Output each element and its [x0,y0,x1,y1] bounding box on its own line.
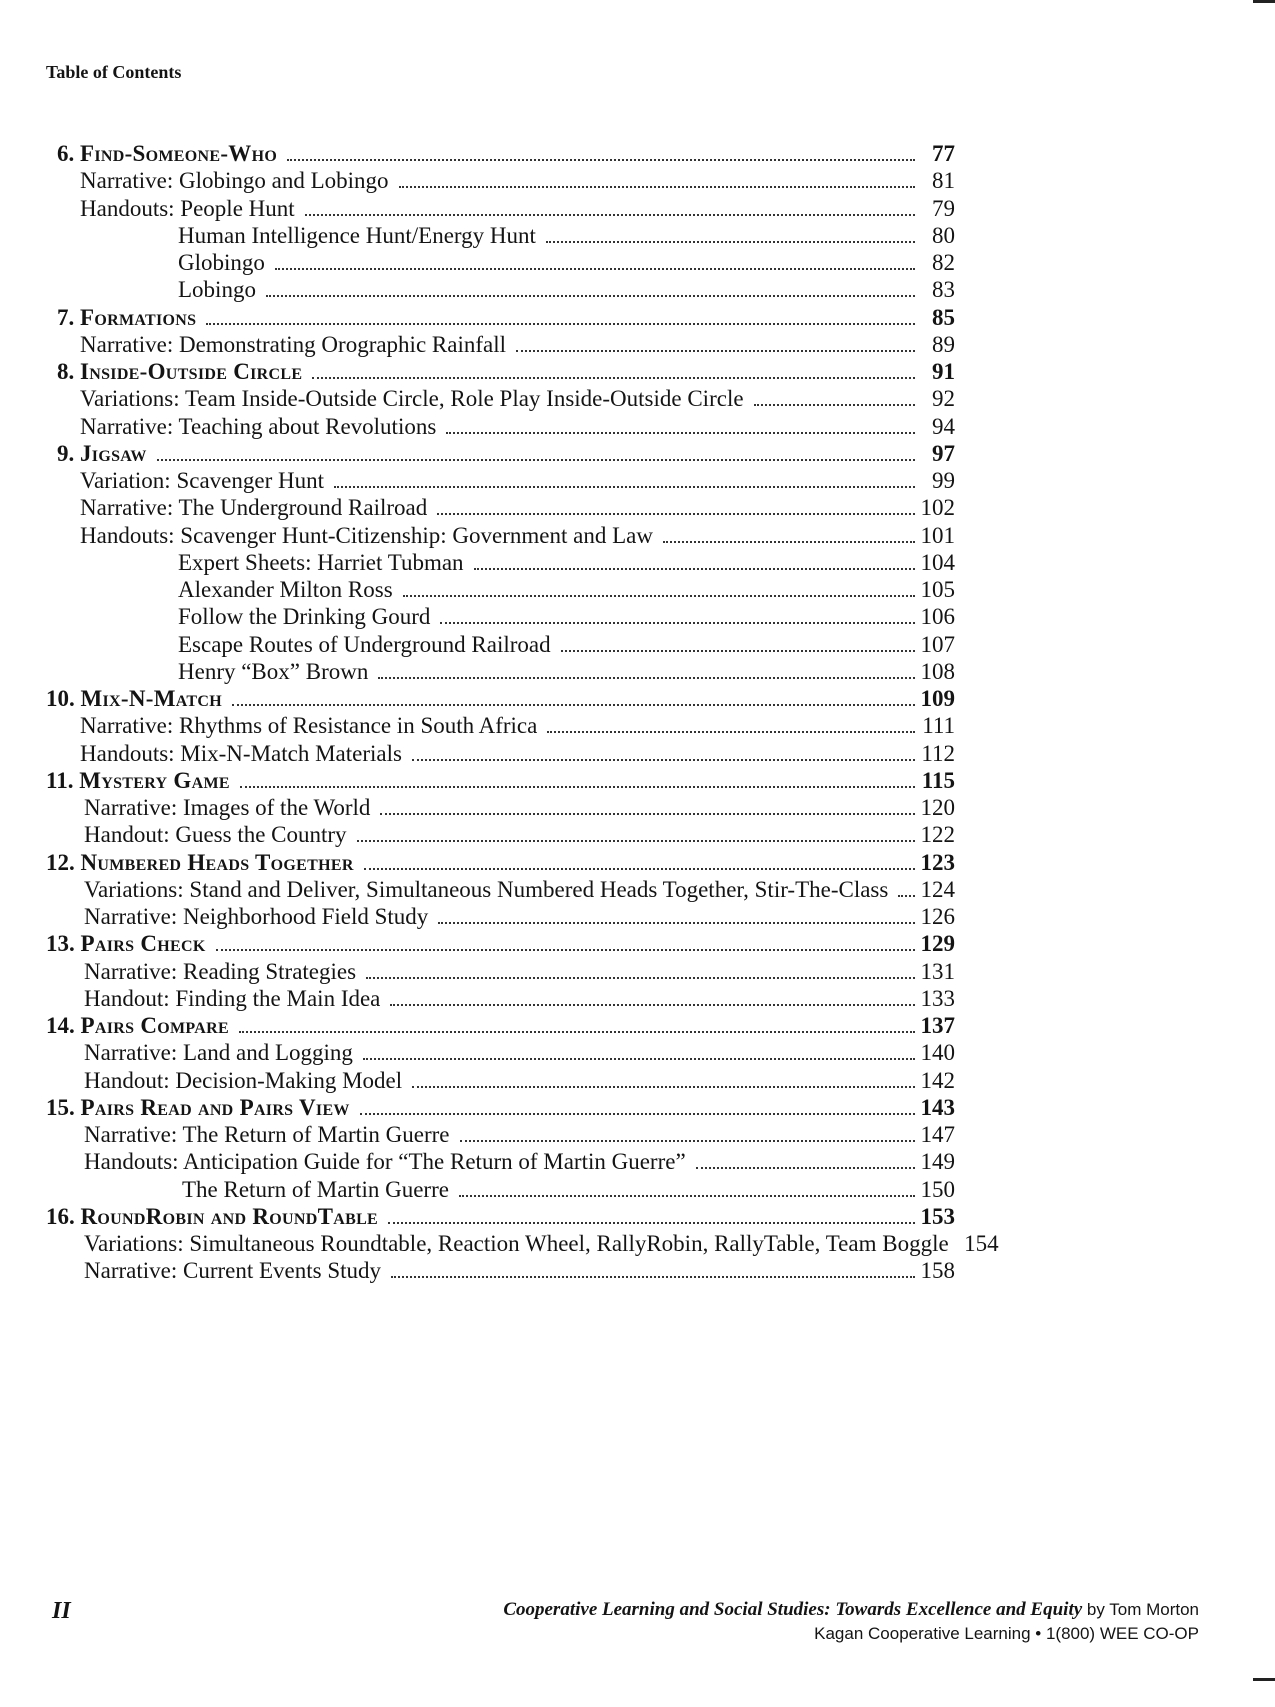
dot-leader [437,513,915,515]
dot-leader [474,568,915,570]
page-number: 108 [920,658,955,684]
running-head: Table of Contents [46,62,182,82]
page-footer [503,1598,1199,1646]
page-number: 106 [920,604,955,630]
page-number: 129 [920,931,955,957]
toc-entry-row [80,385,955,413]
page-number: 126 [920,904,955,929]
toc-chapter-row [57,440,955,468]
page-number: 109 [920,686,955,711]
scan-edge-mark [1253,1678,1275,1681]
dot-leader [663,541,915,543]
chapter-number: 9. [57,440,75,466]
entry-label: Variations: Stand and Deliver, Simultaneous Numbered Heads Together, Stir-The-Class [84,876,889,902]
page-number: 131 [920,958,955,984]
entry-label: Escape Routes of Underground Railroad [178,631,551,657]
toc-entry-row [80,522,955,550]
dot-leader [240,786,915,788]
toc-entry-row [84,1039,955,1067]
page-number: 115 [921,767,955,793]
toc-chapter-row [46,1012,955,1040]
entry-label: Follow the Drinking Gourd [178,604,431,630]
dot-leader [157,459,915,461]
entry-label: Lobingo [178,277,256,303]
entry-label: The Return of Martin Guerre [182,1176,449,1202]
page-number: 112 [921,740,955,766]
entry-label: Narrative: Reading Strategies [84,958,357,984]
chapter-title: RoundRobin and RoundTable [80,1203,379,1229]
entry-label: Expert Sheets: Harriet Tubman [178,549,464,575]
dot-leader [754,404,915,406]
chapter-number: 16. [46,1203,75,1229]
chapter-number: 15. [46,1094,75,1120]
page-number: 91 [932,359,955,384]
author-byline: by Tom Morton [1082,1600,1199,1619]
chapter-title: Formations [80,304,197,330]
dot-leader [363,1058,915,1060]
page-number: 89 [932,331,955,357]
chapter-title: Mystery Game [79,767,230,793]
toc-chapter-row [46,767,955,795]
dot-leader [239,1031,915,1033]
dot-leader [412,1086,915,1088]
page-number: 81 [932,168,955,194]
toc-entry-row [182,1176,955,1204]
dot-leader [357,840,915,842]
page-number: 140 [920,1040,955,1066]
dot-leader [364,868,915,870]
entry-label: Narrative: Current Events Study [84,1258,382,1284]
chapter-number: 14. [46,1013,75,1038]
toc-entry-row [84,1257,955,1285]
chapter-number: 8. [57,359,75,384]
page-number: 122 [920,822,955,848]
entry-label: Handout: Decision-Making Model [84,1067,403,1093]
page-number: 104 [920,549,955,575]
chapter-title: Pairs Compare [80,1013,229,1038]
page-number: 147 [920,1122,955,1147]
dot-leader [438,922,915,924]
toc-entry-row [84,876,955,904]
page-number: 94 [932,413,955,439]
toc-entry-row [84,958,955,986]
toc-entry-row [80,167,955,195]
dot-leader [516,350,915,352]
entry-label: Variation: Scavenger Hunt [80,468,324,493]
dot-leader [561,650,915,652]
dot-leader [388,1222,915,1224]
dot-leader [460,1140,915,1142]
chapter-number: 11. [46,767,74,793]
entry-label: Handouts: Anticipation Guide for “The Return of Martin Guerre” [84,1149,686,1175]
toc-entry-row [178,603,955,631]
page-number: 102 [920,495,955,521]
dot-leader [232,704,915,706]
page-number: 123 [920,849,955,875]
toc-entry-row [84,794,955,822]
chapter-title: Pairs Read and Pairs View [80,1094,350,1120]
chapter-title: Pairs Check [80,931,206,957]
chapter-title: Find-Someone-Who [80,141,278,166]
toc-entry-row [84,1230,999,1258]
toc-chapter-row [57,140,955,168]
page-number: 79 [932,195,955,221]
toc-entry-row [80,740,955,768]
entry-label: Narrative: Images of the World [84,795,371,820]
page-number: 83 [932,277,955,303]
chapter-number: 7. [57,304,75,330]
page-number: 107 [920,631,955,657]
entry-label: Globingo [178,250,265,275]
entry-label: Handouts: Mix-N-Match Materials [80,740,402,766]
entry-label: Handout: Guess the Country [84,822,347,848]
toc-entry-row [178,576,955,604]
entry-label: Henry “Box” Brown [178,658,369,684]
page-number: 149 [920,1149,955,1175]
dot-leader [378,677,915,679]
dot-leader [440,622,915,624]
dot-leader [399,186,915,188]
entry-label: Variations: Simultaneous Roundtable, Reaction Wheel, RallyRobin, RallyTable, Team Boggle [84,1231,949,1256]
dot-leader [696,1167,915,1169]
entry-label: Narrative: Teaching about Revolutions [80,413,437,439]
dot-leader [366,977,915,979]
page-number: 111 [922,713,955,739]
dot-leader [287,159,915,161]
publisher-line: Kagan Cooperative Learning • 1(800) WEE CO-OP [814,1624,1199,1643]
page-folio: II [52,1598,71,1624]
dot-leader [391,1276,915,1278]
toc-chapter-row [46,1094,955,1122]
toc-entry-row [80,712,955,740]
page-number: 97 [932,440,955,466]
page-number: 158 [920,1258,955,1284]
page-number: 142 [920,1067,955,1093]
dot-leader [412,759,915,761]
dot-leader [546,241,915,243]
chapter-number: 6. [57,141,75,166]
page-number: 133 [920,985,955,1011]
entry-label: Narrative: Rhythms of Resistance in South Africa [80,713,538,739]
page-number: 82 [932,250,955,275]
toc-entry-row [178,658,955,686]
toc-entry-row [80,467,955,495]
toc-entry-row [84,903,955,931]
entry-label: Handouts: People Hunt [80,195,295,221]
entry-label: Narrative: Neighborhood Field Study [84,904,429,929]
toc-entry-row [84,985,955,1013]
page-number: 77 [932,141,955,166]
book-title: Cooperative Learning and Social Studies: Towards Excellence and Equity [503,1599,1083,1620]
toc-entry-row [80,494,955,522]
page-number: 85 [932,304,955,330]
page-number: 124 [920,876,955,902]
toc-chapter-row [46,1203,955,1231]
entry-label: Human Intelligence Hunt/Energy Hunt [178,222,536,248]
toc-chapter-row [57,358,955,386]
toc-entry-row [84,1148,955,1176]
dot-leader [547,731,915,733]
toc-entry-row [84,1067,955,1095]
toc-chapter-row [46,849,955,877]
chapter-title: Inside-Outside Circle [80,359,303,384]
dot-leader [898,895,915,897]
page-number: 153 [920,1203,955,1229]
chapter-number: 13. [46,931,75,957]
entry-label: Narrative: The Underground Railroad [80,495,428,521]
toc-entry-row [80,195,955,223]
toc-entry-row [80,331,955,359]
dot-leader [390,1004,915,1006]
dot-leader [266,295,915,297]
toc-chapter-row [46,930,955,958]
chapter-title: Jigsaw [80,440,147,466]
chapter-number: 12. [46,849,75,875]
page-number: 137 [920,1013,955,1038]
page-number: 120 [920,795,955,820]
toc-entry-row [178,631,955,659]
page-number: 92 [932,386,955,412]
toc-entry-row [84,821,955,849]
entry-label: Handouts: Scavenger Hunt-Citizenship: Government and Law [80,522,653,548]
dot-leader [305,214,915,216]
entry-label: Handout: Finding the Main Idea [84,985,381,1011]
entry-label: Variations: Team Inside-Outside Circle, Role Play Inside-Outside Circle [80,386,744,412]
entry-label: Narrative: Demonstrating Orographic Rainfall [80,331,506,357]
page-number: 143 [920,1094,955,1120]
dot-leader [403,595,915,597]
entry-label: Narrative: Land and Logging [84,1040,353,1066]
toc-entry-row [178,222,955,250]
page-number: 105 [920,577,955,602]
entry-label: Alexander Milton Ross [178,577,393,602]
dot-leader [446,432,915,434]
page-number: 154 [964,1231,999,1256]
entry-label: Narrative: Globingo and Lobingo [80,168,389,194]
scan-corner-mark [1253,0,1275,3]
dot-leader [380,813,915,815]
page-number: 80 [932,222,955,248]
toc-entry-row [84,1121,955,1149]
toc-entry-row [80,413,955,441]
page-number: 99 [932,468,955,493]
toc-entry-row [178,549,955,577]
dot-leader [275,268,915,270]
dot-leader [216,949,915,951]
dot-leader [459,1195,915,1197]
dot-leader [206,323,915,325]
chapter-title: Mix-N-Match [80,686,222,711]
page-number: 101 [920,522,955,548]
toc-entry-row [178,249,955,277]
chapter-number: 10. [46,686,75,711]
dot-leader [360,1113,915,1115]
entry-label: Narrative: The Return of Martin Guerre [84,1122,450,1147]
toc-chapter-row [46,685,955,713]
toc-entry-row [178,276,955,304]
toc-chapter-row [57,304,955,332]
page-number: 150 [920,1176,955,1202]
dot-leader [312,377,915,379]
chapter-title: Numbered Heads Together [80,849,354,875]
dot-leader [334,486,915,488]
